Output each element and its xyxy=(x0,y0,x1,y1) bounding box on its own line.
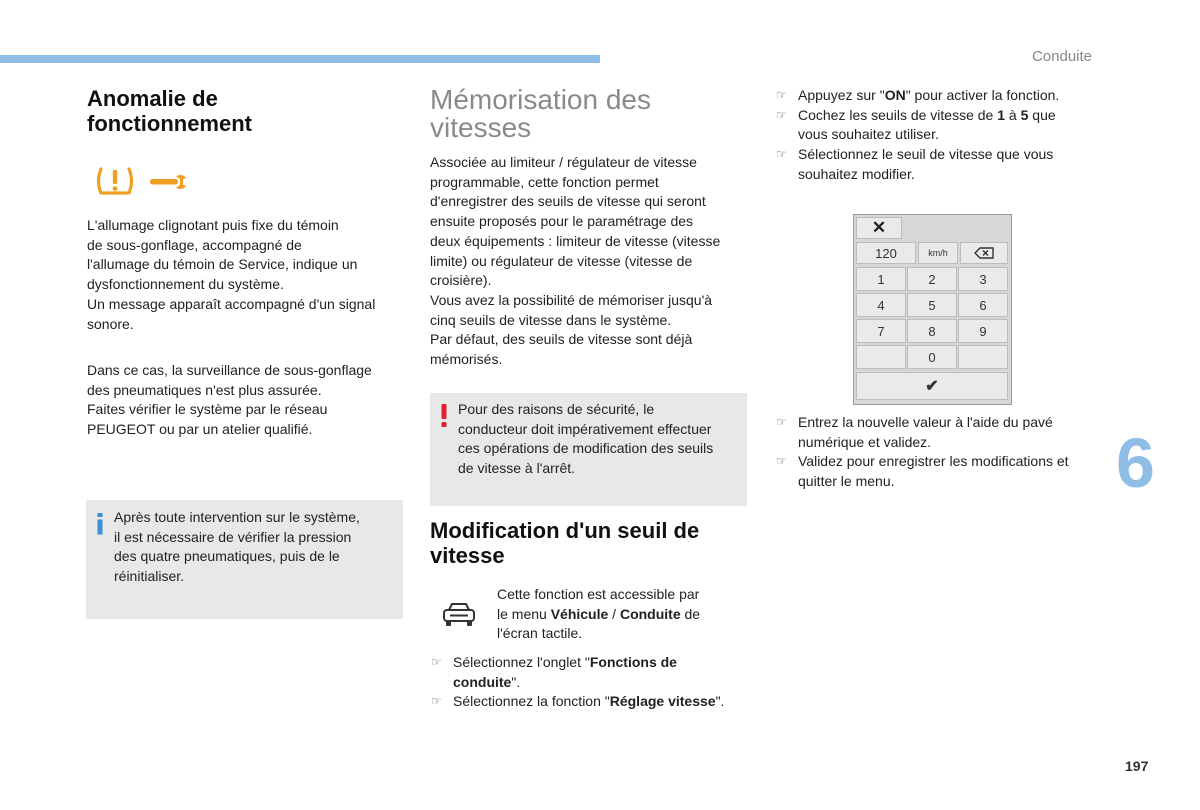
checkmark-icon: ✔ xyxy=(925,378,939,395)
key-8: 8 xyxy=(907,319,957,343)
left-paragraph-2: Dans ce cas, la surveillance de sous-gonflage des pneumatiques n'est plus assurée. Faites vérifier le système par le réseau PEUGEOT ou par un atelier qualifié. xyxy=(87,362,372,438)
close-key xyxy=(856,217,902,239)
key-0: 0 xyxy=(907,345,957,369)
warning-note-text: Pour des raisons de sécurité, le conducteur doit impérativement effectuer ces opérations de modification des seuils de vitesse à l'arrêt. xyxy=(458,401,714,477)
key-3: 3 xyxy=(958,267,1008,291)
list-item: ☞ Sélectionnez l'onglet "Fonctions de conduite". xyxy=(431,654,677,690)
pointing-hand-icon: ☞ xyxy=(431,694,442,709)
validate-key xyxy=(856,372,1008,400)
middle-steps xyxy=(431,653,761,712)
middle-paragraph: Associée au limiteur / régulateur de vitesse programmable, cette fonction permet d'enregistrer des seuils de vitesse qui seront ensuite proposés pour le paramétrage des deux équipements : limiteur de vitesse (vitesse limite) ou régulateur de vitesse (vitesse de croisière). Vous avez la possibilité de mémoriser jusqu'à cinq seuils de vitesse dans le système. Par défaut, des seuils de vitesse sont déjà mémorisés. xyxy=(430,154,721,368)
chapter-number: 6 xyxy=(1116,424,1155,502)
close-icon: ✕ xyxy=(871,218,887,237)
list-item: ☞ Validez pour enregistrer les modifications et quitter le menu. xyxy=(776,453,1069,490)
left-paragraph-1: L'allumage clignotant puis fixe du témoin de sous-gonflage, accompagné de l'allumage du témoin de Service, indique un dysfonctionnement du système. Un message apparaît accompagné d'un signal sonore. xyxy=(87,217,376,332)
key-6: 6 xyxy=(958,293,1008,317)
speed-value-display: 120 xyxy=(856,242,916,264)
right-steps-bottom xyxy=(776,413,1116,492)
left-title: Anomalie de fonctionnement xyxy=(87,86,252,136)
key-5: 5 xyxy=(907,293,957,317)
pointing-hand-icon: ☞ xyxy=(776,454,787,469)
list-item: ☞ Entrez la nouvelle valeur à l'aide du pavé numérique et validez. xyxy=(776,414,1053,450)
key-4: 4 xyxy=(856,293,906,317)
unit-display: km/h xyxy=(918,242,958,264)
key-2: 2 xyxy=(907,267,957,291)
blank-key xyxy=(958,345,1008,369)
warning-note xyxy=(430,393,747,506)
pointing-hand-icon: ☞ xyxy=(776,107,787,122)
backspace-key xyxy=(960,242,1008,264)
info-icon xyxy=(96,513,104,540)
pointing-hand-icon: ☞ xyxy=(431,655,442,669)
section-title: Conduite xyxy=(1031,48,1092,65)
tire-pressure-warning-icon xyxy=(95,163,135,204)
numeric-keypad xyxy=(853,214,1012,405)
middle-title: Mémorisation des vitesses xyxy=(430,84,651,143)
right-steps-top xyxy=(776,86,1106,185)
list-item: ☞ Sélectionnez la fonction "Réglage vitesse". xyxy=(431,692,761,712)
middle-subtitle: Modification d'un seuil de vitesse xyxy=(430,518,700,568)
key-7: 7 xyxy=(856,319,906,343)
page-number: 197 xyxy=(1125,758,1149,774)
info-note-text: Après toute intervention sur le système, il est nécessaire de vérifier la pression des quatre pneumatiques, puis de le réinitialiser. xyxy=(114,509,360,585)
access-text: Cette fonction est accessible par le menu Véhicule / Conduite de l'écran tactile. xyxy=(497,586,701,642)
list-item: ☞ Appuyez sur "ON" pour activer la fonction. xyxy=(776,86,1106,106)
pointing-hand-icon: ☞ xyxy=(776,415,787,429)
pointing-hand-icon: ☞ xyxy=(776,147,787,162)
list-item: ☞ Sélectionnez le seuil de vitesse que vous souhaitez modifier. xyxy=(776,146,1054,182)
car-icon xyxy=(441,601,477,634)
list-item: ☞ Cochez les seuils de vitesse de 1 à 5 que vous souhaitez utiliser. xyxy=(776,106,1056,143)
info-note xyxy=(86,500,403,619)
key-9: 9 xyxy=(958,319,1008,343)
blank-key xyxy=(856,345,906,369)
header-accent-bar xyxy=(0,55,600,63)
wrench-icon xyxy=(150,173,190,196)
pointing-hand-icon: ☞ xyxy=(776,88,787,102)
exclamation-icon xyxy=(439,404,449,433)
key-1: 1 xyxy=(856,267,906,291)
backspace-icon xyxy=(974,247,994,259)
